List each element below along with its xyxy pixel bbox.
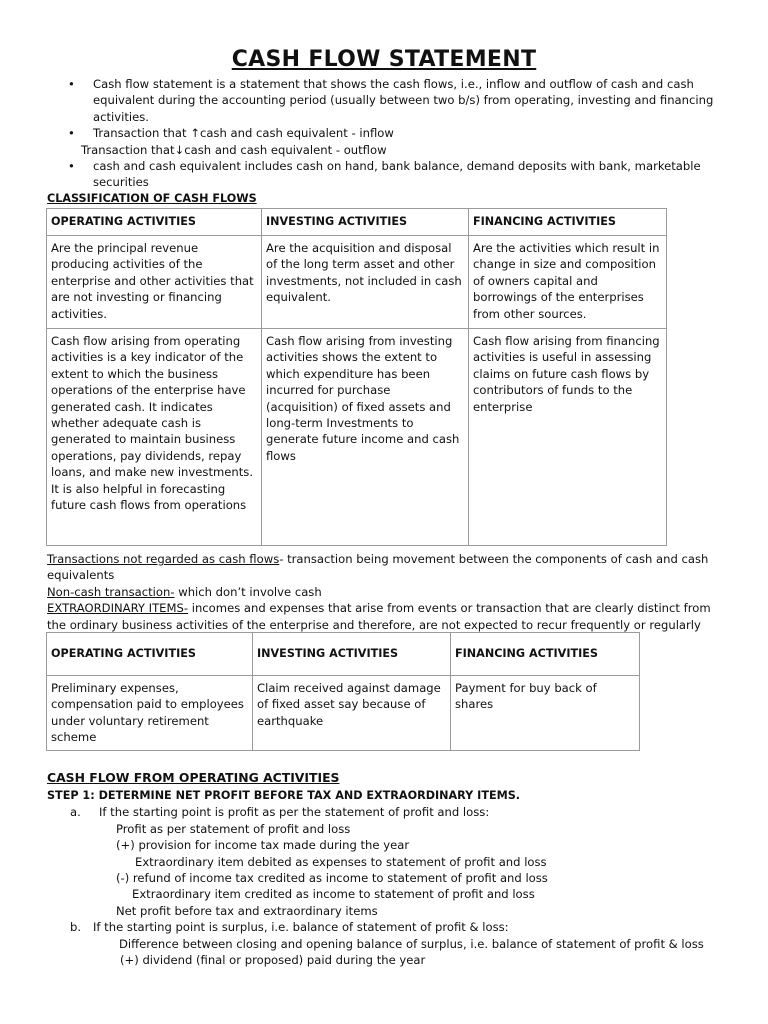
header-investing: INVESTING ACTIVITIES [253, 633, 451, 676]
table-cell: Are the activities which result in change in size and composition of owners capital and borrowings of the enterprises from other sources. [469, 236, 667, 329]
definition-not-cash-flows [47, 551, 717, 584]
operating-steps [47, 788, 727, 968]
list-marker: b. [70, 920, 82, 935]
bullet-item [68, 76, 718, 125]
bullet-text: Cash flow statement is a statement that shows the cash flows, i.e., inflow and outflow of cash and cash equivalent during the accounting period (usually between two b/s) from operating, investing and financing activities. [93, 77, 714, 124]
step-line: (+) dividend (final or proposed) paid during the year [120, 953, 426, 968]
bullet-text: cash and cash equivalent includes cash on hand, bank balance, demand deposits with bank, marketable securities [93, 159, 701, 190]
step-a-text: If the starting point is profit as per the statement of profit and loss: [99, 805, 490, 820]
step-a [47, 804, 727, 820]
bullet-icon: • [68, 126, 75, 141]
definitions-block [47, 551, 717, 633]
step1-heading: STEP 1: DETERMINE NET PROFIT BEFORE TAX AND EXTRAORDINARY ITEMS. [47, 789, 521, 802]
bullet-icon: • [68, 77, 75, 91]
bullet-item [68, 158, 718, 191]
step-line: Extraordinary item debited as expenses to statement of profit and loss [135, 854, 547, 869]
step-line: Profit as per statement of profit and loss [116, 821, 351, 836]
table-cell: Preliminary expenses, compensation paid to employees under voluntary retirement scheme [47, 676, 253, 751]
step-b-text: If the starting point is surplus, i.e. balance of statement of profit & loss: [93, 920, 509, 935]
table-cell: Cash flow arising from operating activities is a key indicator of the extent to which the business operations of the enterprise have generated cash. It indicates whether adequate cash is generated to maintain business operations, pay dividends, repay loans, and make new investments. It is also helpful in forecasting future cash flows from operations [47, 329, 262, 546]
step-line: (-) refund of income tax credited as income to statement of profit and loss [116, 871, 548, 886]
classification-table [46, 208, 667, 546]
table-header-row [47, 209, 667, 236]
step-line: Difference between closing and opening balance of surplus, i.e. balance of statement of profit & loss [119, 936, 704, 951]
table-cell: Claim received against damage of fixed asset say because of earthquake [253, 676, 451, 751]
outflow-line: Transaction that↓cash and cash equivalent - outflow [81, 142, 387, 157]
definition-non-cash [47, 584, 717, 600]
header-operating: OPERATING ACTIVITIES [47, 633, 253, 676]
table-row [47, 236, 667, 329]
table-row [47, 676, 640, 751]
extraordinary-items-table [46, 632, 640, 751]
definition-term: Non-cash transaction- [47, 584, 175, 599]
list-marker: a. [70, 805, 81, 820]
step-line: Net profit before tax and extraordinary items [116, 903, 378, 918]
header-investing: INVESTING ACTIVITIES [262, 209, 469, 236]
classification-heading: CLASSIFICATION OF CASH FLOWS [47, 192, 257, 205]
table-cell: Are the principal revenue producing activities of the enterprise and other activities that are not investing or financing activities. [47, 236, 262, 329]
table-cell: Cash flow arising from financing activities is useful in assessing claims on future cash flows by contributors of funds to the enterprise [469, 329, 667, 546]
operating-activities-heading: CASH FLOW FROM OPERATING ACTIVITIES [47, 770, 340, 785]
definition-text: which don’t involve cash [174, 584, 322, 599]
step-b [47, 919, 727, 935]
table-cell: Are the acquisition and disposal of the long term asset and other investments, not included in cash equivalent. [262, 236, 469, 329]
table-header-row [47, 633, 640, 676]
table-cell: Cash flow arising from investing activities shows the extent to which expenditure has been incurred for purchase (acquisition) of fixed assets and long-term Investments to generate future income and cash flows [262, 329, 469, 546]
bullet-item [68, 125, 718, 141]
definition-text: incomes and expenses that arise from events or transaction that are clearly distinct from the ordinary business activities of the enterprise and therefore, are not expected to recur frequently or regularly [47, 601, 711, 632]
header-operating: OPERATING ACTIVITIES [47, 209, 262, 236]
step-line: Extraordinary item credited as income to statement of profit and loss [132, 887, 535, 902]
definition-term: EXTRAORDINARY ITEMS- [47, 601, 189, 616]
definition-text: - transaction being movement between the components of cash and cash equivalents [47, 552, 709, 583]
header-financing: FINANCING ACTIVITIES [451, 633, 640, 676]
definition-extraordinary [47, 600, 717, 633]
bullet-text: Transaction that ↑cash and cash equivalent - inflow [93, 126, 394, 141]
page-title: CASH FLOW STATEMENT [231, 47, 537, 72]
table-cell: Payment for buy back of shares [451, 676, 640, 751]
step-line: (+) provision for income tax made during the year [116, 838, 410, 853]
intro-bullet-list [68, 76, 718, 191]
header-financing: FINANCING ACTIVITIES [469, 209, 667, 236]
definition-term: Transactions not regarded as cash flows [47, 552, 280, 566]
bullet-icon: • [68, 159, 75, 174]
table-row [47, 329, 667, 546]
